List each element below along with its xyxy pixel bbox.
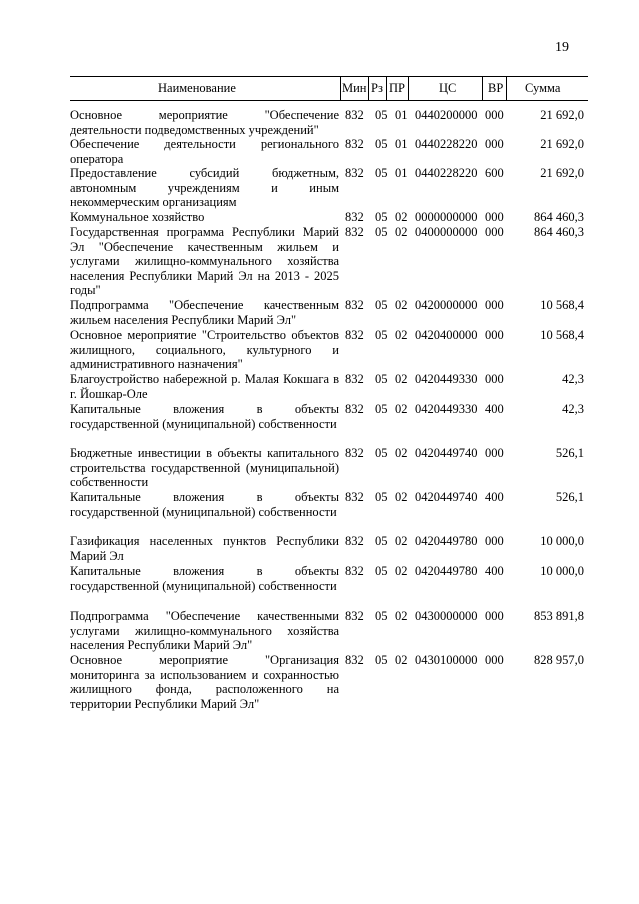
- row-cs: 0400000000: [415, 225, 478, 239]
- header-name: Наименование: [158, 81, 236, 95]
- row-sum: 828 957,0: [534, 653, 584, 667]
- row-vr: 000: [485, 108, 504, 122]
- row-name: Подпрограмма "Обеспечение качественными услугами жилищно-коммунального хозяйства населения Республики Марий Эл": [70, 609, 339, 652]
- row-rz: 05: [375, 490, 388, 504]
- row-vr: 600: [485, 166, 504, 180]
- row-sum: 42,3: [562, 372, 584, 386]
- row-rz: 05: [375, 137, 388, 151]
- row-sum: 21 692,0: [540, 108, 584, 122]
- row-vr: 000: [485, 210, 504, 224]
- row-rz: 05: [375, 328, 388, 342]
- row-min: 832: [345, 446, 364, 460]
- row-cs: 0420449740: [415, 490, 478, 504]
- row-cs: 0420000000: [415, 298, 478, 312]
- row-min: 832: [345, 402, 364, 416]
- row-name: Подпрограмма "Обеспечение качественным жильем населения Республики Марий Эл": [70, 298, 339, 327]
- row-sum: 10 568,4: [540, 328, 584, 342]
- row-sum: 526,1: [555, 490, 584, 504]
- row-name: Благоустройство набережной р. Малая Кокшага в г. Йошкар-Оле: [70, 372, 339, 401]
- header-min: Мин: [342, 81, 367, 95]
- row-name: Обеспечение деятельности регионального оператора: [70, 137, 339, 166]
- row-rz: 05: [375, 446, 388, 460]
- row-pr: 02: [395, 653, 408, 667]
- row-vr: 000: [485, 298, 504, 312]
- row-name: Капитальные вложения в объекты государственной (муниципальной) собственности: [70, 490, 339, 519]
- row-cs: 0420449740: [415, 446, 478, 460]
- row-min: 832: [345, 653, 364, 667]
- row-pr: 02: [395, 534, 408, 548]
- row-rz: 05: [375, 653, 388, 667]
- row-min: 832: [345, 108, 364, 122]
- row-rz: 05: [375, 210, 388, 224]
- row-cs: 0420449780: [415, 534, 478, 548]
- row-rz: 05: [375, 225, 388, 239]
- row-vr: 400: [485, 402, 504, 416]
- row-min: 832: [345, 609, 364, 623]
- header-vr: ВР: [488, 81, 504, 95]
- row-pr: 01: [395, 166, 408, 180]
- row-name: Основное мероприятие "Обеспечение деятельности подведомственных учреждений": [70, 108, 339, 137]
- row-pr: 02: [395, 372, 408, 386]
- row-min: 832: [345, 166, 364, 180]
- row-vr: 000: [485, 372, 504, 386]
- row-pr: 02: [395, 609, 408, 623]
- row-vr: 000: [485, 534, 504, 548]
- row-cs: 0430100000: [415, 653, 478, 667]
- row-min: 832: [345, 328, 364, 342]
- header-divider: [368, 77, 369, 100]
- header-rz: Рз: [371, 81, 383, 95]
- row-name: Основное мероприятие "Строительство объектов жилищного, социального, культурного и административного назначения": [70, 328, 339, 371]
- row-cs: 0420449330: [415, 372, 478, 386]
- row-min: 832: [345, 137, 364, 151]
- header-divider: [386, 77, 387, 100]
- row-cs: 0000000000: [415, 210, 478, 224]
- row-vr: 000: [485, 328, 504, 342]
- row-sum: 10 000,0: [540, 534, 584, 548]
- row-rz: 05: [375, 298, 388, 312]
- row-pr: 01: [395, 137, 408, 151]
- row-sum: 864 460,3: [534, 210, 584, 224]
- budget-table: [70, 76, 588, 711]
- row-sum: 42,3: [562, 402, 584, 416]
- header-divider: [506, 77, 507, 100]
- row-vr: 000: [485, 446, 504, 460]
- row-sum: 10 568,4: [540, 298, 584, 312]
- row-rz: 05: [375, 534, 388, 548]
- row-sum: 526,1: [555, 446, 584, 460]
- row-pr: 02: [395, 402, 408, 416]
- row-min: 832: [345, 490, 364, 504]
- row-cs: 0420449780: [415, 564, 478, 578]
- row-pr: 02: [395, 446, 408, 460]
- row-sum: 853 891,8: [534, 609, 584, 623]
- row-vr: 000: [485, 225, 504, 239]
- header-cs: ЦС: [439, 81, 457, 95]
- row-min: 832: [345, 534, 364, 548]
- row-rz: 05: [375, 402, 388, 416]
- row-rz: 05: [375, 564, 388, 578]
- row-cs: 0420449330: [415, 402, 478, 416]
- row-cs: 0420400000: [415, 328, 478, 342]
- row-vr: 000: [485, 653, 504, 667]
- row-cs: 0430000000: [415, 609, 478, 623]
- row-cs: 0440228220: [415, 166, 478, 180]
- row-min: 832: [345, 210, 364, 224]
- row-min: 832: [345, 225, 364, 239]
- row-name: Капитальные вложения в объекты государственной (муниципальной) собственности: [70, 402, 339, 431]
- row-vr: 000: [485, 137, 504, 151]
- row-min: 832: [345, 298, 364, 312]
- row-rz: 05: [375, 166, 388, 180]
- row-cs: 0440200000: [415, 108, 478, 122]
- header-divider: [482, 77, 483, 100]
- row-pr: 02: [395, 225, 408, 239]
- header-divider: [340, 77, 341, 100]
- row-vr: 400: [485, 564, 504, 578]
- row-sum: 864 460,3: [534, 225, 584, 239]
- row-min: 832: [345, 564, 364, 578]
- row-sum: 21 692,0: [540, 137, 584, 151]
- row-pr: 02: [395, 298, 408, 312]
- row-name: Газификация населенных пунктов Республики Марий Эл: [70, 534, 339, 563]
- header-pr: ПР: [389, 81, 405, 95]
- row-rz: 05: [375, 609, 388, 623]
- table-header: [70, 76, 588, 101]
- row-sum: 10 000,0: [540, 564, 584, 578]
- row-sum: 21 692,0: [540, 166, 584, 180]
- header-divider: [408, 77, 409, 100]
- row-name: Бюджетные инвестиции в объекты капитального строительства государственной (муниципальной) собственности: [70, 446, 339, 489]
- header-sum: Сумма: [525, 81, 561, 95]
- row-cs: 0440228220: [415, 137, 478, 151]
- row-pr: 02: [395, 328, 408, 342]
- row-name: Коммунальное хозяйство: [70, 210, 205, 224]
- row-name: Государственная программа Республики Марий Эл "Обеспечение качественным жильем и услугами жилищно-коммунального хозяйства населения Республики Марий Эл на 2013 - 2025 годы": [70, 225, 339, 297]
- row-rz: 05: [375, 372, 388, 386]
- row-min: 832: [345, 372, 364, 386]
- row-vr: 000: [485, 609, 504, 623]
- row-pr: 01: [395, 108, 408, 122]
- row-pr: 02: [395, 210, 408, 224]
- row-vr: 400: [485, 490, 504, 504]
- row-name: Капитальные вложения в объекты государственной (муниципальной) собственности: [70, 564, 339, 593]
- page-number: 19: [555, 40, 569, 55]
- row-pr: 02: [395, 564, 408, 578]
- row-name: Основное мероприятие "Организация мониторинга за использованием и сохранностью жилищного фонда, расположенного на территории Республики Марий Эл": [70, 653, 339, 711]
- row-pr: 02: [395, 490, 408, 504]
- row-name: Предоставление субсидий бюджетным, автономным учреждениям и иным некоммерческим организациям: [70, 166, 339, 209]
- row-rz: 05: [375, 108, 388, 122]
